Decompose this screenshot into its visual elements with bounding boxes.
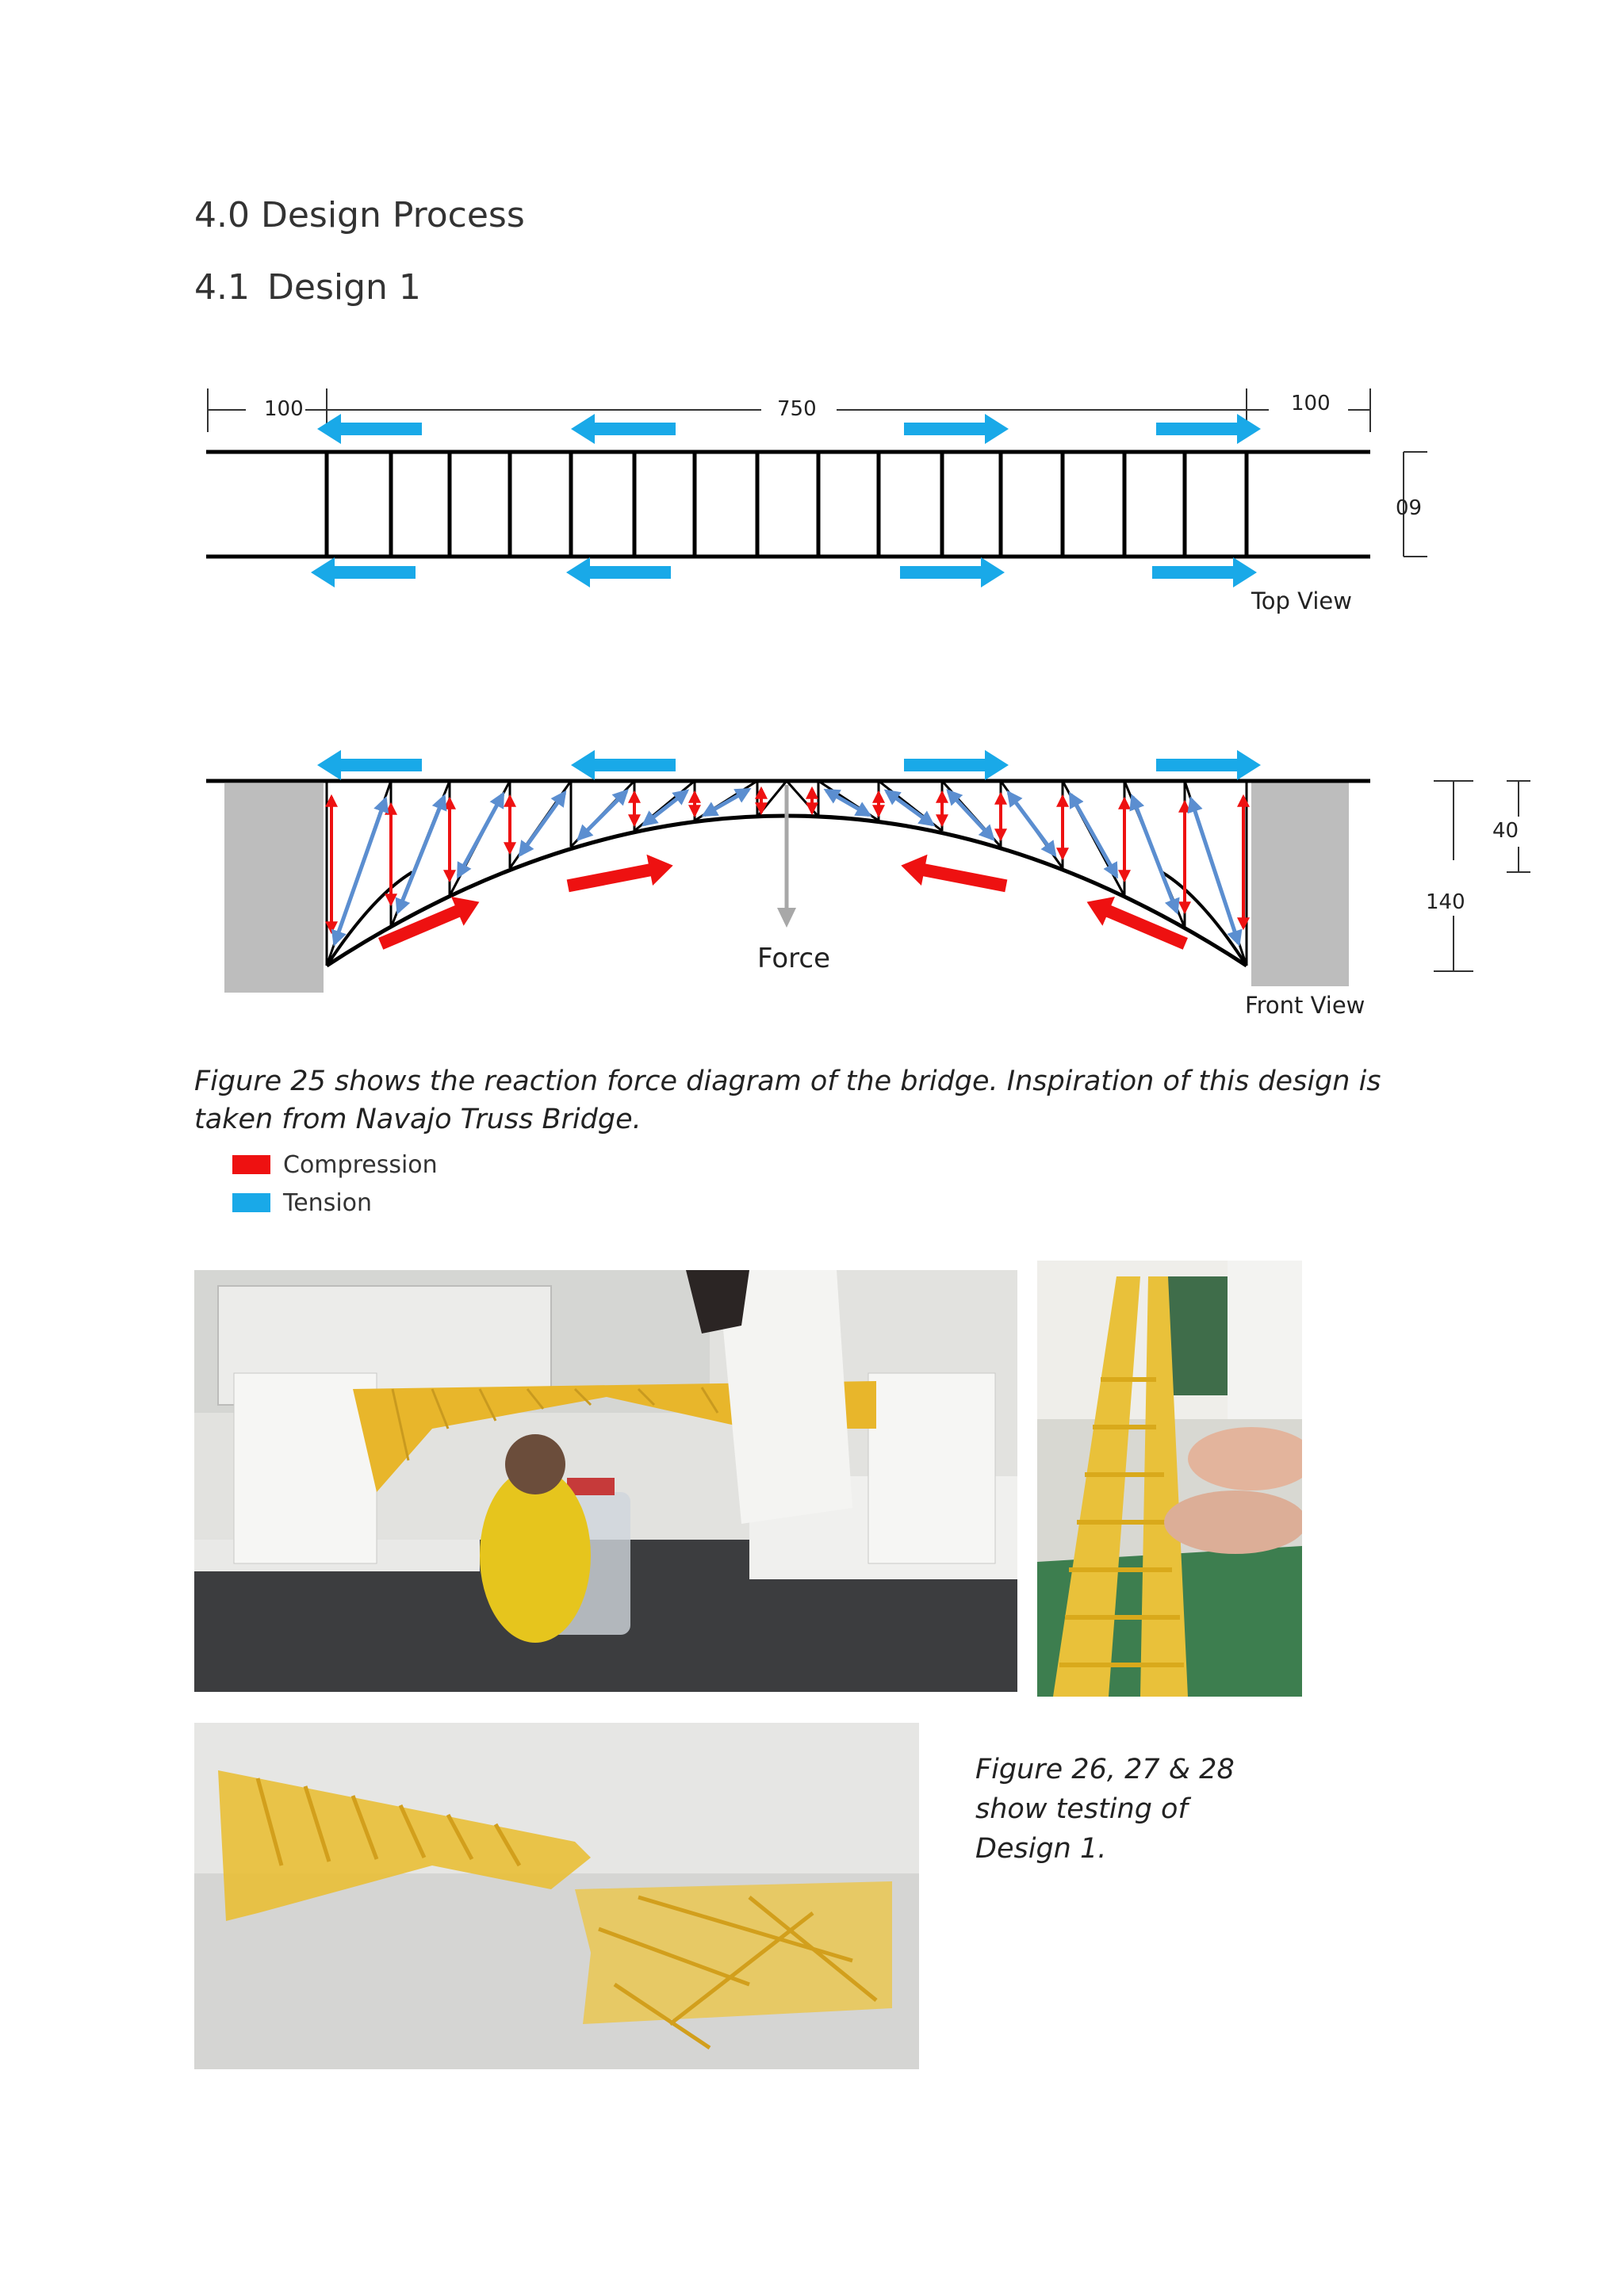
subsection-title: Design 1 bbox=[267, 267, 421, 308]
outer-chord bbox=[327, 872, 412, 966]
side-caption-line-3: Design 1. bbox=[975, 1833, 1107, 1865]
top-tension-arrows bbox=[311, 414, 1261, 587]
dim-middle-label: 750 bbox=[777, 397, 817, 421]
legend-item-tension bbox=[232, 1184, 438, 1222]
front-view-label: Front View bbox=[1245, 992, 1365, 1019]
front-view bbox=[206, 750, 1530, 1019]
force-arrow bbox=[777, 785, 796, 928]
dim-height-total-label: 140 bbox=[1426, 890, 1465, 914]
top-cross-members bbox=[327, 452, 1247, 557]
figure-25-caption: Figure 25 shows the reaction force diagram of the bridge. Inspiration of this design is taken from Navajo Truss Bridge. bbox=[194, 1066, 1381, 1135]
side-caption-line-1: Figure 26, 27 & 28 bbox=[975, 1754, 1235, 1785]
height-dimensions bbox=[1434, 781, 1530, 971]
front-tension-arrows bbox=[317, 750, 1261, 780]
left-support bbox=[224, 783, 324, 993]
legend bbox=[232, 1146, 438, 1222]
dim-width-label: 60 bbox=[1395, 494, 1422, 518]
subsection-number: 4.1 bbox=[194, 267, 250, 308]
compression-swatch bbox=[232, 1155, 270, 1174]
bridge-force-diagram bbox=[0, 0, 1624, 1031]
force-label: Force bbox=[757, 943, 830, 974]
right-support bbox=[1251, 782, 1349, 986]
load-test-illustration bbox=[194, 1270, 1017, 1692]
dim-left-label: 100 bbox=[264, 397, 304, 421]
dim-height-small-label: 40 bbox=[1492, 819, 1519, 843]
legend-item-compression bbox=[232, 1146, 438, 1184]
top-view bbox=[206, 388, 1427, 614]
legend-label-tension: Tension bbox=[283, 1188, 373, 1217]
section-heading: 4.0 Design Process bbox=[194, 195, 525, 235]
photo-bridge-top bbox=[1037, 1261, 1302, 1697]
top-view-label: Top View bbox=[1251, 587, 1352, 614]
side-caption-line-2: show testing of bbox=[975, 1793, 1188, 1825]
photo-load-test bbox=[194, 1270, 1017, 1692]
dim-right-label: 100 bbox=[1291, 392, 1331, 415]
tension-swatch bbox=[232, 1193, 270, 1212]
legend-label-compression: Compression bbox=[283, 1150, 438, 1179]
collapsed-bridge-illustration bbox=[194, 1723, 919, 2069]
figure-26-28-caption bbox=[975, 1750, 1245, 1869]
bridge-top-illustration bbox=[1037, 1261, 1302, 1697]
photo-collapsed-bridge bbox=[194, 1723, 919, 2069]
